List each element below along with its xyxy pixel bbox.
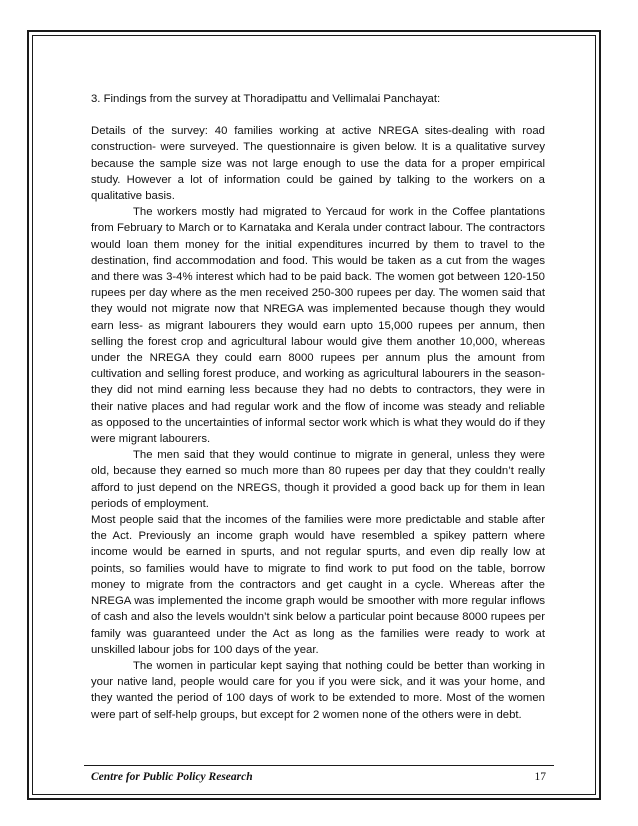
section-heading: 3. Findings from the survey at Thoradipattu and Vellimalai Panchayat: — [91, 93, 441, 105]
body-text — [91, 91, 545, 723]
paragraph-women-views: The women in particular kept saying that nothing could be better than working in your native land, people would care for you if you were sick, and it was your home, and they wanted the period of 100 days of work to be extended to more. Most of the women were part of self-help groups, but except for 2 women none of the others were in debt. — [91, 659, 545, 721]
paragraph-men-migration: The men said that they would continue to migrate in general, unless they were old, because they earned so much more than 80 rupees per day that they couldn’t really afford to just depend on the NREGS, though it provided a good back up for them in lean periods of employment. — [91, 449, 545, 510]
footer-organization: Centre for Public Policy Research — [91, 771, 253, 783]
paragraph-income-stability: Most people said that the incomes of the families were more predictable and stable after the Act. Previously an income graph would have resembled a spikey pattern where income would be earned in spurts, and not regular spurts, and even dip really low at points, so families would have to migrate to find work to put food on the table, borrow money to migrate from the contractors and get caught in a cycle. Whereas after the NREGA was implemented the income graph would be smoother with more regular inflows of cash and also the levels wouldn’t sink below a particular point because 8000 rupees per family was guaranteed under the Act as long as the families were ready to work at unskilled labour jobs for 100 days of the year. — [91, 514, 545, 656]
footer-divider — [84, 765, 554, 766]
paragraph-migration: The workers mostly had migrated to Yercaud for work in the Coffee plantations from February to March or to Karnataka and Kerala under contract labour. The contractors would loan them money for the initial expenditures incurred by them to travel to the destination, find accommodation and food. This would be taken as a cut from the wages and there was 3-4% interest which had to be paid back. The women got between 120-150 rupees per day where as the men received 250-300 rupees per day. The women said that they would not migrate now that NREGA was implemented because though they would earn less- as migrant labourers they would earn upto 15,000 rupees per annum, then selling the forest crop and agricultural labour would give them another 10,000, whereas under the NREGA they could earn 8000 rupees per annum plus the amount from cultivation and selling forest produce, and working as agricultural labourers in the season- they did not mind earning less because they had no debts to contractors, they were in their native places and had regular work and the flow of income was steady and reliable as opposed to the uncertainties of informal sector work which is what they would do if they were migrant labourers. — [91, 206, 545, 446]
paragraph-survey-details: Details of the survey: 40 families working at active NREGA sites-dealing with road construction- were surveyed. The questionnaire is given below. It is a qualitative survey because the sample size was not large enough to use the data for a proper empirical study. However a lot of information could be gained by talking to the workers on a qualitative basis. — [91, 125, 545, 203]
page-number: 17 — [534, 771, 546, 783]
